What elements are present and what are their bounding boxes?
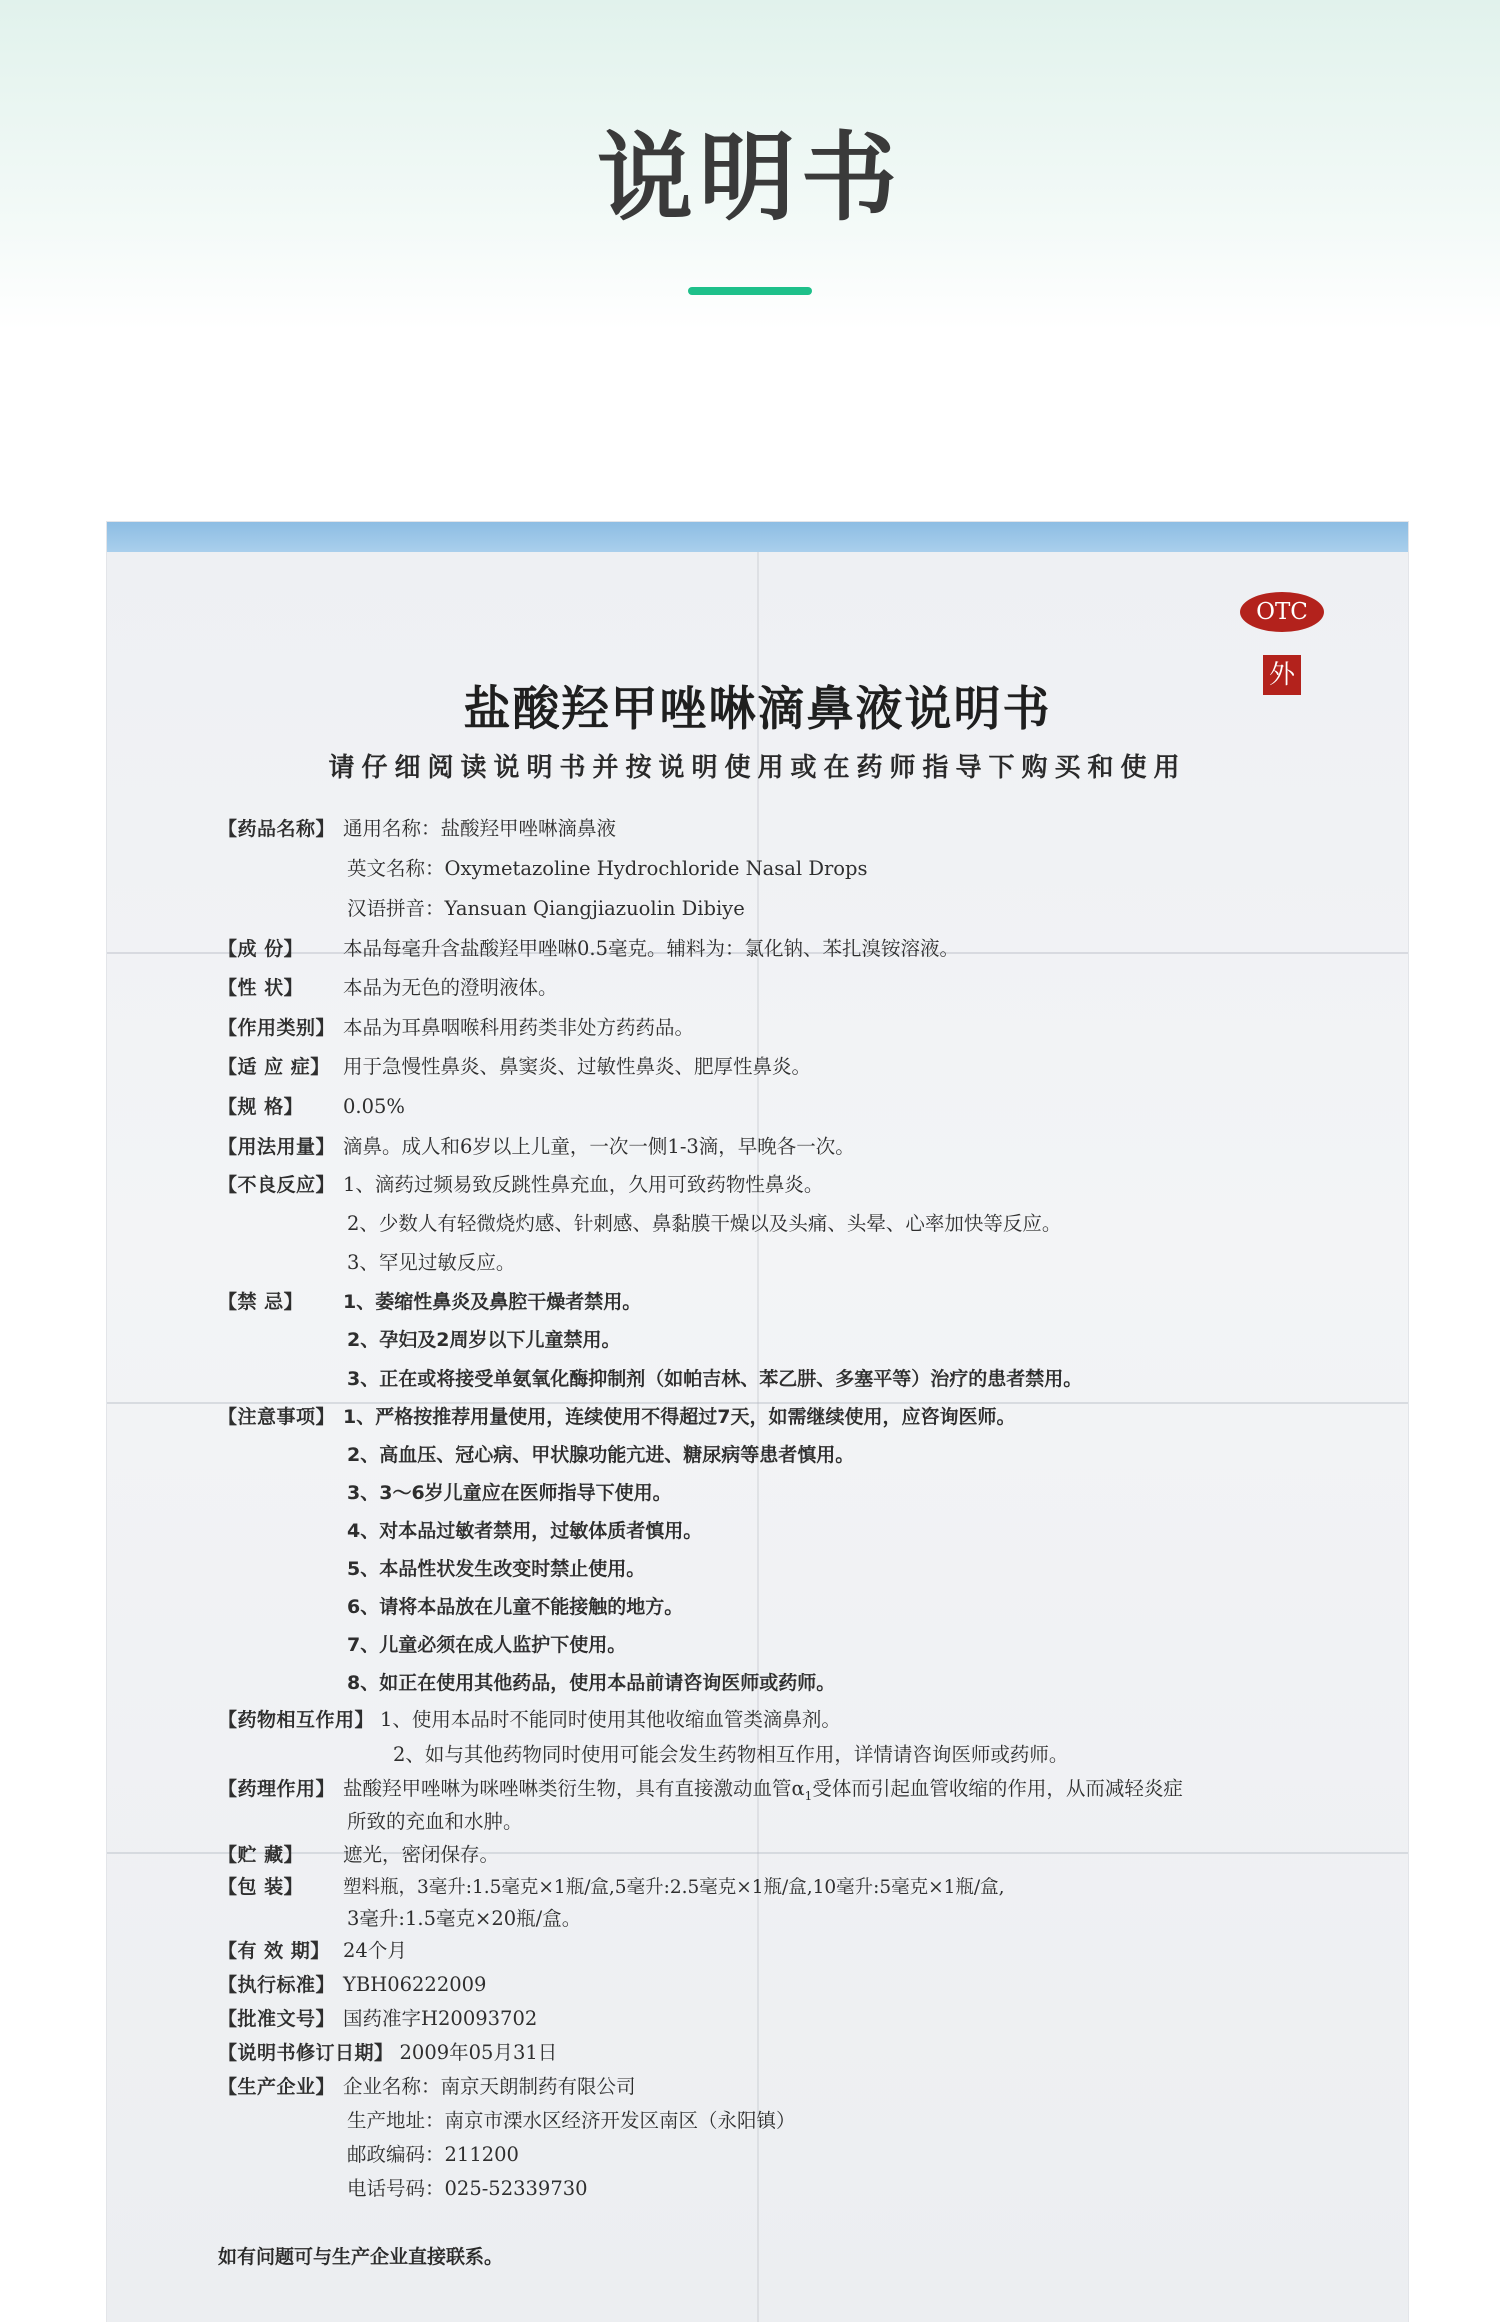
section-label: 【说明书修订日期】 <box>218 2042 394 2064</box>
instruction-leaflet <box>107 522 1408 2322</box>
appearance-row <box>218 973 558 1003</box>
storage-text: 遮光，密闭保存。 <box>343 1843 500 1866</box>
spec-text: 0.05% <box>343 1095 405 1118</box>
generic-name: 通用名称：盐酸羟甲唑啉滴鼻液 <box>343 817 617 840</box>
indications-text: 用于急慢性鼻炎、鼻窦炎、过敏性鼻炎、肥厚性鼻炎。 <box>343 1055 812 1078</box>
leaflet-top-strip <box>107 522 1408 552</box>
section-label: 【不良反应】 <box>218 1174 336 1196</box>
pharmacology-text-continued: 所致的充血和水肿。 <box>347 1810 523 1833</box>
section-label: 【禁 忌】 <box>218 1291 304 1313</box>
section-label: 【用法用量】 <box>218 1136 336 1158</box>
drug-name-row <box>218 814 616 844</box>
contraindication-item: 2、孕妇及2周岁以下儿童禁用。 <box>347 1329 621 1351</box>
usage-text: 滴鼻。成人和6岁以上儿童，一次一侧1-3滴，早晚各一次。 <box>343 1135 855 1158</box>
manufacturer-row <box>218 2072 636 2102</box>
precaution-item: 7、儿童必须在成人监护下使用。 <box>347 1634 627 1656</box>
composition-text: 本品每毫升含盐酸羟甲唑啉0.5毫克。辅料为：氯化钠、苯扎溴铵溶液。 <box>343 937 960 960</box>
precaution-item: 5、本品性状发生改变时禁止使用。 <box>347 1558 646 1580</box>
category-row <box>218 1013 694 1043</box>
manufacturer-postcode: 邮政编码：211200 <box>347 2143 519 2166</box>
package-text-continued: 3毫升:1.5毫克×20瓶/盒。 <box>347 1907 582 1930</box>
category-text: 本品为耳鼻咽喉科用药类非处方药药品。 <box>343 1016 695 1039</box>
precaution-item: 3、3～6岁儿童应在医师指导下使用。 <box>347 1482 672 1504</box>
revision-text: 2009年05月31日 <box>399 2041 558 2064</box>
adverse-item: 3、罕见过敏反应。 <box>347 1251 516 1274</box>
standard-row <box>218 1970 486 2000</box>
interaction-item: 2、如与其他药物同时使用可能会发生药物相互作用，详情请咨询医师或药师。 <box>393 1743 1069 1766</box>
precaution-item: 2、高血压、冠心病、甲状腺功能亢进、糖尿病等患者慎用。 <box>347 1444 855 1466</box>
alpha-subscript: 1 <box>804 1788 813 1803</box>
section-label: 【药物相互作用】 <box>218 1709 375 1731</box>
pharmacology-text <box>343 1774 1183 1811</box>
manufacturer-address: 生产地址：南京市溧水区经济开发区南区（永阳镇） <box>347 2109 796 2132</box>
section-label: 【生产企业】 <box>218 2076 336 2098</box>
adverse-item: 1、滴药过频易致反跳性鼻充血，久用可致药物性鼻炎。 <box>343 1173 824 1196</box>
package-text: 塑料瓶，3毫升:1.5毫克×1瓶/盒,5毫升:2.5毫克×1瓶/盒,10毫升:5毫克×1瓶/盒, <box>343 1877 1005 1898</box>
usage-row <box>218 1132 855 1162</box>
contraindication-item: 3、正在或将接受单氨氧化酶抑制剂（如帕吉林、苯乙肼、多塞平等）治疗的患者禁用。 <box>347 1368 1083 1390</box>
section-label: 【注意事项】 <box>218 1406 336 1428</box>
spec-row <box>218 1092 405 1122</box>
indications-row <box>218 1052 811 1082</box>
fold-line <box>757 552 759 2322</box>
manufacturer-phone: 电话号码：025-52339730 <box>347 2177 588 2200</box>
pharmacology-text-a: 盐酸羟甲唑啉为咪唑啉类衍生物，具有直接激动血管α <box>343 1777 805 1800</box>
adverse-row <box>218 1170 823 1200</box>
precautions-row <box>218 1402 1015 1432</box>
precaution-item: 8、如正在使用其他药品，使用本品前请咨询医师或药师。 <box>347 1672 836 1694</box>
appearance-text: 本品为无色的澄明液体。 <box>343 976 558 999</box>
section-label: 【有 效 期】 <box>218 1940 330 1962</box>
package-row <box>218 1872 1005 1902</box>
leaflet-title: 盐酸羟甲唑啉滴鼻液说明书 <box>463 682 1052 737</box>
validity-text: 24个月 <box>343 1939 407 1962</box>
section-label: 【药理作用】 <box>218 1778 336 1800</box>
section-label: 【执行标准】 <box>218 1974 336 1996</box>
precaution-item: 1、严格按推荐用量使用，连续使用不得超过7天，如需继续使用，应咨询医师。 <box>343 1406 1016 1428</box>
otc-badge: OTC <box>1240 592 1324 632</box>
interactions-row <box>218 1705 841 1735</box>
approval-text: 国药准字H20093702 <box>343 2007 538 2030</box>
section-label: 【成 份】 <box>218 938 304 960</box>
storage-row <box>218 1840 499 1870</box>
section-label: 【规 格】 <box>218 1096 304 1118</box>
validity-row <box>218 1936 407 1966</box>
manufacturer-name: 企业名称：南京天朗制药有限公司 <box>343 2075 636 2098</box>
revision-row <box>218 2038 557 2068</box>
standard-text: YBH06222009 <box>343 1973 487 1996</box>
section-label: 【贮 藏】 <box>218 1844 304 1866</box>
adverse-item: 2、少数人有轻微烧灼感、针刺感、鼻黏膜干燥以及头痛、头晕、心率加快等反应。 <box>347 1212 1062 1235</box>
section-label: 【作用类别】 <box>218 1017 336 1039</box>
section-label: 【药品名称】 <box>218 818 336 840</box>
section-label: 【性 状】 <box>218 977 304 999</box>
leaflet-subtitle: 请仔细阅读说明书并按说明使用或在药师指导下购买和使用 <box>328 753 1187 783</box>
page-heading: 说明书 <box>597 122 903 234</box>
composition-row <box>218 934 959 964</box>
section-label: 【批准文号】 <box>218 2008 336 2030</box>
pharmacology-text-b: 受体而引起血管收缩的作用，从而减轻炎症 <box>812 1777 1183 1800</box>
external-use-badge: 外 <box>1263 655 1301 695</box>
approval-row <box>218 2004 537 2034</box>
contraindication-item: 1、萎缩性鼻炎及鼻腔干燥者禁用。 <box>343 1291 642 1313</box>
pharmacology-row <box>218 1774 1183 1804</box>
section-label: 【包 装】 <box>218 1876 304 1898</box>
precaution-item: 4、对本品过敏者禁用，过敏体质者慎用。 <box>347 1520 703 1542</box>
section-label: 【适 应 症】 <box>218 1056 330 1078</box>
precaution-item: 6、请将本品放在儿童不能接触的地方。 <box>347 1596 684 1618</box>
pinyin-name: 汉语拼音：Yansuan Qiangjiazuolin Dibiye <box>347 897 745 920</box>
contraindications-row <box>218 1287 641 1317</box>
english-name: 英文名称：Oxymetazoline Hydrochloride Nasal Drops <box>347 857 868 880</box>
interaction-item: 1、使用本品时不能同时使用其他收缩血管类滴鼻剂。 <box>380 1708 841 1731</box>
contact-footnote: 如有问题可与生产企业直接联系。 <box>218 2246 504 2268</box>
heading-underline <box>688 287 812 295</box>
